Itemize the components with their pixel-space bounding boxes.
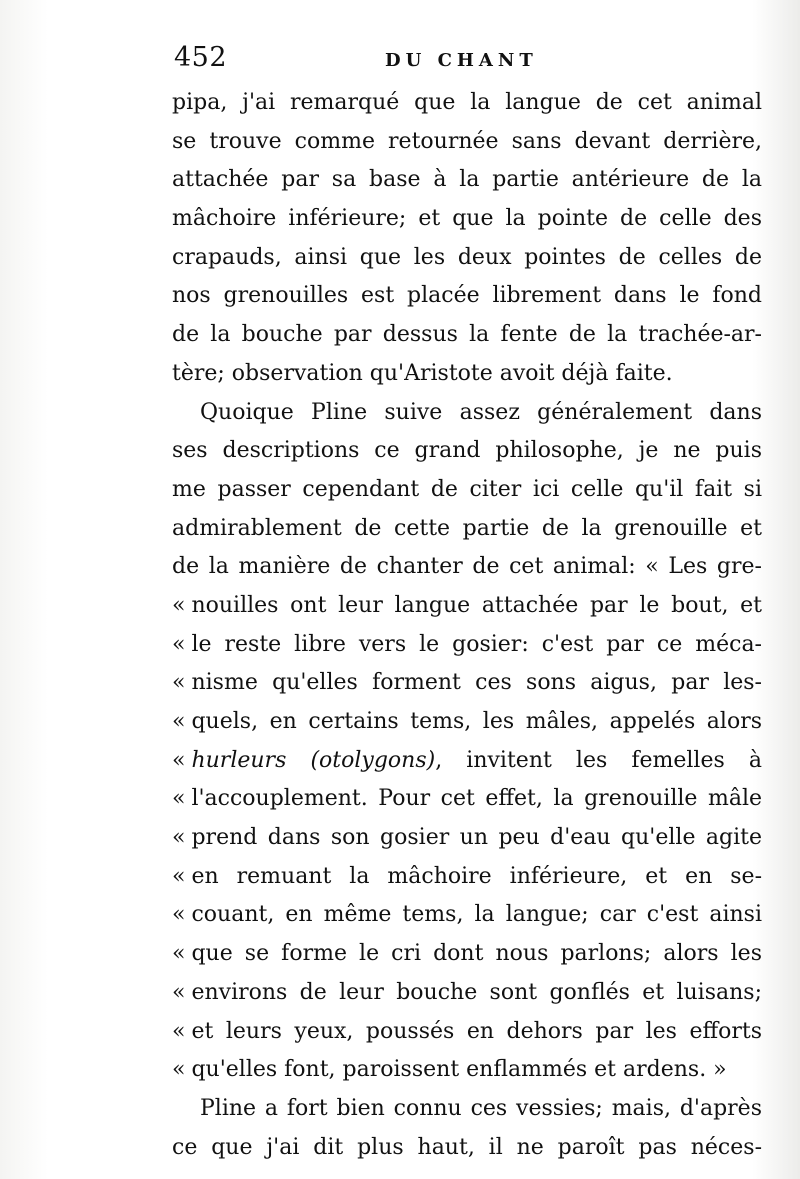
line-text: tère; observation qu'Aristote avoit déjà faite. bbox=[172, 360, 673, 386]
quote-mark: « bbox=[172, 941, 186, 967]
line-text: le reste libre vers le gosier: c'est par ce méca- bbox=[191, 631, 762, 657]
text-line bbox=[172, 200, 762, 239]
quote-mark: « bbox=[172, 1057, 186, 1083]
italic-term: hurleurs (otolygons) bbox=[191, 747, 436, 773]
text-line bbox=[172, 316, 762, 355]
line-text: quels, en certains tems, les mâles, appelés alors bbox=[191, 709, 762, 734]
line-text: me passer cependant de citer ici celle qu'il fait si bbox=[172, 476, 762, 502]
text-line bbox=[172, 858, 762, 897]
text-line bbox=[172, 1129, 762, 1168]
page-number: 452 bbox=[174, 42, 228, 73]
quote-mark: « bbox=[172, 902, 186, 928]
quote-mark: « bbox=[172, 631, 186, 657]
line-text: , invitent les femelles à bbox=[435, 747, 762, 773]
quote-mark: « bbox=[172, 1018, 186, 1044]
line-text: nouilles ont leur langue attachée par le bout, et bbox=[191, 592, 762, 618]
line-text: ses descriptions ce grand philosophe, je ne puis bbox=[172, 438, 762, 464]
text-line bbox=[172, 471, 762, 510]
page-header bbox=[170, 42, 770, 82]
line-text: pipa, j'ai remarqué que la langue de cet animal bbox=[172, 90, 762, 115]
text-line bbox=[172, 1051, 762, 1090]
line-text: mâchoire inférieure; et que la pointe de celle des bbox=[172, 206, 762, 232]
line-text: que se forme le cri dont nous parlons; alors les bbox=[191, 941, 762, 967]
quote-mark: « bbox=[172, 670, 186, 696]
text-line bbox=[172, 1013, 762, 1052]
text-line bbox=[172, 161, 762, 200]
text-line bbox=[172, 432, 762, 471]
quote-mark: « bbox=[172, 863, 186, 889]
line-text: nisme qu'elles forment ces sons aigus, par les- bbox=[191, 670, 762, 696]
text-line bbox=[172, 239, 762, 278]
line-text: nos grenouilles est placée librement dans le fond bbox=[172, 283, 762, 309]
line-text: prend dans son gosier un peu d'eau qu'elle agite bbox=[191, 825, 762, 851]
text-line bbox=[172, 780, 762, 819]
text-line bbox=[172, 277, 762, 316]
line-text: Pline a fort bien connu ces vessies; mais, d'après bbox=[200, 1095, 762, 1121]
line-text: se trouve comme retournée sans devant derrière, bbox=[172, 128, 762, 154]
quote-mark: « bbox=[172, 592, 186, 618]
body-text bbox=[172, 84, 762, 1167]
quote-mark: « bbox=[172, 747, 186, 773]
text-line bbox=[172, 742, 762, 781]
quote-mark: « bbox=[172, 979, 186, 1005]
line-text: ce que j'ai dit plus haut, il ne paroît pas néces- bbox=[172, 1134, 762, 1160]
line-text: couant, en même tems, la langue; car c'est ainsi bbox=[191, 902, 762, 928]
line-text: crapauds, ainsi que les deux pointes de celles de bbox=[172, 244, 762, 270]
line-text: environs de leur bouche sont gonflés et luisans; bbox=[191, 979, 762, 1005]
line-text: et leurs yeux, poussés en dehors par les efforts bbox=[191, 1018, 762, 1044]
text-line bbox=[172, 819, 762, 858]
text-line bbox=[172, 548, 762, 587]
text-line bbox=[172, 935, 762, 974]
text-line bbox=[172, 974, 762, 1013]
quote-mark: « bbox=[172, 709, 186, 734]
text-line bbox=[172, 664, 762, 703]
quote-mark: « bbox=[172, 786, 186, 812]
text-line bbox=[172, 510, 762, 549]
text-line bbox=[172, 626, 762, 665]
text-line bbox=[172, 123, 762, 162]
line-text: attachée par sa base à la partie antérieure de la bbox=[172, 167, 762, 193]
line-text: de la manière de chanter de cet animal: « Les gre- bbox=[172, 554, 762, 580]
running-head: DU CHANT bbox=[385, 50, 538, 71]
quote-mark: « bbox=[172, 825, 186, 851]
text-line bbox=[172, 703, 762, 742]
line-text: de la bouche par dessus la fente de la trachée-ar- bbox=[172, 322, 762, 348]
text-line bbox=[172, 355, 762, 394]
text-line bbox=[172, 1090, 762, 1129]
line-text: Quoique Pline suive assez généralement dans bbox=[200, 399, 762, 425]
text-line bbox=[172, 84, 762, 123]
line-text: en remuant la mâchoire inférieure, et en se- bbox=[191, 863, 762, 889]
text-line bbox=[172, 587, 762, 626]
line-text: l'accouplement. Pour cet effet, la grenouille mâle bbox=[191, 786, 762, 812]
text-line bbox=[172, 896, 762, 935]
text-line bbox=[172, 394, 762, 433]
line-text: qu'elles font, paroissent enflammés et ardens. » bbox=[191, 1057, 727, 1083]
line-text: admirablement de cette partie de la grenouille et bbox=[172, 515, 762, 541]
